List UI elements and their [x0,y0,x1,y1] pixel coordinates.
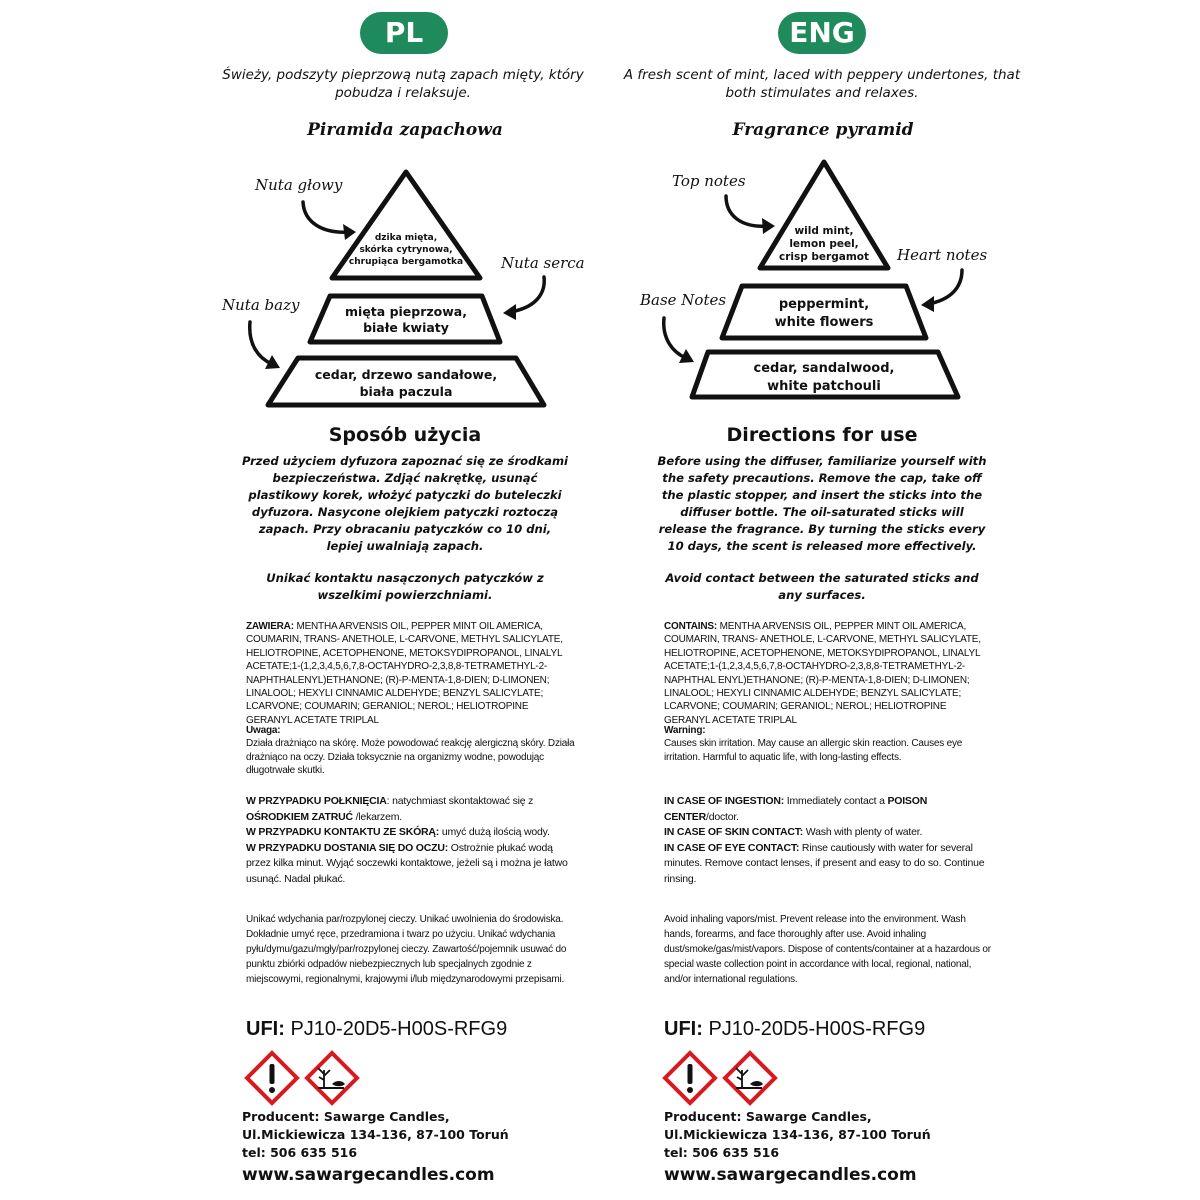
producer-phone: tel: 506 635 516 [242,1145,358,1160]
ingestion-label: W PRZYPADKU POŁKNIĘCIA [246,795,387,807]
warning-label: Warning: [664,725,706,736]
top-notes-line: wild mint, [794,225,854,237]
curved-arrow-icon [503,277,544,320]
heart-notes-label: Nuta serca [501,254,585,272]
warning-label: Uwaga: [246,725,281,736]
intro-text: A fresh scent of mint, laced with peppery undertones, that both stimulates and relaxes. [623,67,1021,101]
ingredients-block [664,620,994,727]
website-link[interactable]: www.sawargecandles.com [242,1165,495,1185]
contains-label: CONTAINS: [664,621,718,632]
top-notes-line: dzika mięta, [374,233,438,243]
heart-notes-label: Heart notes [897,246,988,264]
ufi-code [246,1018,507,1041]
curved-arrow-icon [664,318,694,363]
contains-label: ZAWIERA: [246,621,294,632]
fragrance-pyramid [600,150,1200,420]
producer-block [664,1108,931,1188]
language-badge: ENG [778,12,866,54]
top-notes-label: Top notes [672,172,746,190]
english-column [600,0,1200,1200]
environment-hazard-icon [725,1053,775,1103]
ufi-label: UFI: [664,1018,703,1040]
pyramid-title: Piramida zapachowa [307,120,503,140]
producer-block [242,1108,509,1188]
eye-contact-text: Rinse cautiously with water for several minutes. Remove contact lenses, if present and easy to do so. Continue rinsing. [664,841,985,885]
top-notes-label: Nuta głowy [255,176,343,194]
hazard-pictograms [662,1050,802,1110]
top-notes-line: lemon peel, [789,238,859,250]
ufi-value: PJ10-20D5-H00S-RFG9 [702,1018,926,1040]
curved-arrow-icon [726,196,775,234]
disposal-text: Avoid inhaling vapors/mist. Prevent release into the environment. Wash hands, forearms, and face thoroughly after use. Avoid inhaling dust/smoke/gas/mist/vapors. Dispose of contents/container at a hazardous or special waste collection point in accordance with local, regional, national, and/or international regulations. [664,914,991,985]
directions-text: Przed użyciem dyfuzora zapoznać się ze środkami bezpieczeństwa. Zdjąć nakrętkę, usunąć plastikowy korek, włożyć patyczki do buteleczki dyfuzora. Nasycone olejkiem patyczki roztoczą zapach. Przy obracaniu patyczków co 10 dni, lepiej uwalniają zapach. [241,454,569,553]
base-notes-line: biała paczula [359,384,453,399]
ufi-value: PJ10-20D5-H00S-RFG9 [284,1018,508,1040]
directions-text: Before using the diffuser, familiarize yourself with the safety precautions. Remove the cap, take off the plastic stopper, and insert the sticks into the diffuser bottle. The oil-saturated sticks will release the fragrance. By turning the sticks every 10 days, the scent is released more effectively. [657,454,987,553]
ufi-code [664,1018,925,1041]
heart-notes-line: mięta pieprzowa, [345,304,467,319]
eye-contact-label: IN CASE OF EYE CONTACT: [664,841,800,854]
warning-block [246,724,576,778]
curved-arrow-icon [921,270,962,312]
exclamation-hazard-icon [247,1053,297,1103]
top-notes-line: skórka cytrynowa, [359,245,453,255]
website-link[interactable]: www.sawargecandles.com [664,1165,917,1185]
producer-phone: tel: 506 635 516 [664,1145,780,1160]
first-aid-block [246,794,576,887]
pyramid-heart-tier [722,286,926,338]
base-notes-label: Base Notes [640,291,727,309]
warning-text: Causes skin irritation. May cause an allergic skin reaction. Causes eye irritation. Harmful to aquatic life, with long-lasting effects. [664,738,963,763]
contains-list: MENTHA ARVENSIS OIL, PEPPER MINT OIL AMERICA, COUMARIN, TRANS- ANETHOLE, L-CARVONE, METHYL SALICYLATE, HELIOTROPINE, ACETOPHENONE, METOKSYDIPROPANOL, LINALYL ACETATE;1-(1,2,3,4,5,6,7,8-OCTAHYDRO-2,3,8,8-TETRAMETHYL-2-NAPHTHALENYL)ETHANONE; (R)-P-MENTA-1,8-DIEN; D-LIMONEN; LINALOOL; HEXYLI CINNAMIC ALDEHYDE; BENZYL SALICYLATE; LCARVONE; COUMARIN; GERANIOL; NEROL; HELIOTROPINE GERANYL ACETATE TRIPLAL [246,621,563,726]
language-badge: PL [360,12,448,54]
environment-hazard-icon [307,1053,357,1103]
eye-contact-text: Ostrożnie płukać wodą przez kilka minut. Wyjąć soczewki kontaktowe, jeżeli są i można je łatwo usunąć. Nadal płukać. [246,841,568,885]
skin-contact-label: IN CASE OF SKIN CONTACT: [664,826,804,838]
ingestion-text: : natychmiast skontaktować się z [386,795,534,807]
top-notes-line: crisp bergamot [778,251,870,263]
base-notes-label: Nuta bazy [222,296,300,314]
pyramid-title: Fragrance pyramid [732,120,914,140]
intro-text: Świeży, podszyty pieprzową nutą zapach mięty, który pobudza i relaksuje. [222,67,584,101]
skin-contact-label: W PRZYPADKU KONTAKTU ZE SKÓRĄ: [246,826,440,838]
curved-arrow-icon [303,202,356,240]
producer-name: Producent: Sawarge Candles, [664,1109,872,1124]
exclamation-hazard-icon [665,1053,715,1103]
ingestion-text-end: /doctor. [705,810,739,823]
heart-notes-line: peppermint, [778,297,870,312]
contains-list: MENTHA ARVENSIS OIL, PEPPER MINT OIL AMERICA, COUMARIN, TRANS- ANETHOLE, L-CARVONE, METHYL SALICYLATE, HELIOTROPINE, ACETOPHENONE, METOKSYDIPROPANOL, LINALYL ACETATE;1-(1,2,3,4,5,6,7,8-OCTAHYDRO-2,3,8,8-TETRAMETHYL-2-NAPHTHAL ENYL)ETHANONE; (R)-P-MENTA-1,8-DIEN; D-LIMONEN; LINALOOL; HEXYLI CINNAMIC ALDEHYDE; BENZYL SALICYLATE; LCARVONE; COUMARIN; GERANIOL; NEROL; HELIOTROPINE GERANYL ACETATE TRIPLAL [664,621,981,726]
base-notes-line: cedar, sandalwood, [753,361,895,376]
producer-address: Ul.Mickiewicza 134-136, 87-100 Toruń [242,1127,509,1142]
warning-block [664,724,994,764]
hazard-pictograms [244,1050,384,1110]
ufi-label: UFI: [246,1018,285,1040]
first-aid-block [664,794,994,887]
poison-center-text: POISON CENTER [664,795,928,823]
avoid-contact-text: Avoid contact between the saturated sticks and any surfaces. [665,571,979,602]
directions-title: Directions for use [726,424,918,446]
eye-contact-label: W PRZYPADKU DOSTANIA SIĘ DO OCZU: [246,841,449,854]
base-notes-line: white patchouli [767,379,881,394]
producer-name: Producent: Sawarge Candles, [242,1109,450,1124]
ingestion-text: Immediately contact a [784,795,888,807]
directions-title: Sposób użycia [328,424,482,446]
warning-text: Działa drażniąco na skórę. Może powodować reakcję alergiczną skóry. Działa drażniąco na oczy. Działa toksycznie na organizmy wodne, powodując długotrwałe skutki. [246,738,575,777]
ingredients-block [246,620,576,727]
heart-notes-line: white flowers [774,315,874,330]
avoid-contact-text: Unikać kontaktu nasączonych patyczków z wszelkimi powierzchniami. [266,571,544,602]
disposal-text: Unikać wdychania par/rozpylonej cieczy. Unikać uwolnienia do środowiska. Dokładnie umyć ręce, przedramiona i twarz po użyciu. Unikać wdychania pyłu/dymu/gazu/mgły/par/rozpylonej cieczy. Zawartość/pojemnik usuwać do punktu zbiórki odpadów niebezpiecznych lub specjalnych zgodnie z miejscowymi, regionalnymi, krajowymi i/lub międzynarodowymi przepisami. [246,914,567,985]
base-notes-line: cedar, drzewo sandałowe, [314,367,498,382]
heart-notes-line: białe kwiaty [363,320,449,335]
skin-contact-text: Wash with plenty of water. [803,826,923,838]
skin-contact-text: umyć dużą ilością wody. [439,826,550,838]
poison-center-text: OŚRODKIEM ZATRUĆ [246,810,353,823]
top-notes-line: chrupiąca bergamotka [348,257,464,267]
ingestion-label: IN CASE OF INGESTION: [664,795,785,807]
ingestion-text-end: /lekarzem. [352,810,403,823]
producer-address: Ul.Mickiewicza 134-136, 87-100 Toruń [664,1127,931,1142]
pyramid-heart-tier [310,296,500,342]
fragrance-pyramid [0,150,600,420]
curved-arrow-icon [250,322,280,369]
